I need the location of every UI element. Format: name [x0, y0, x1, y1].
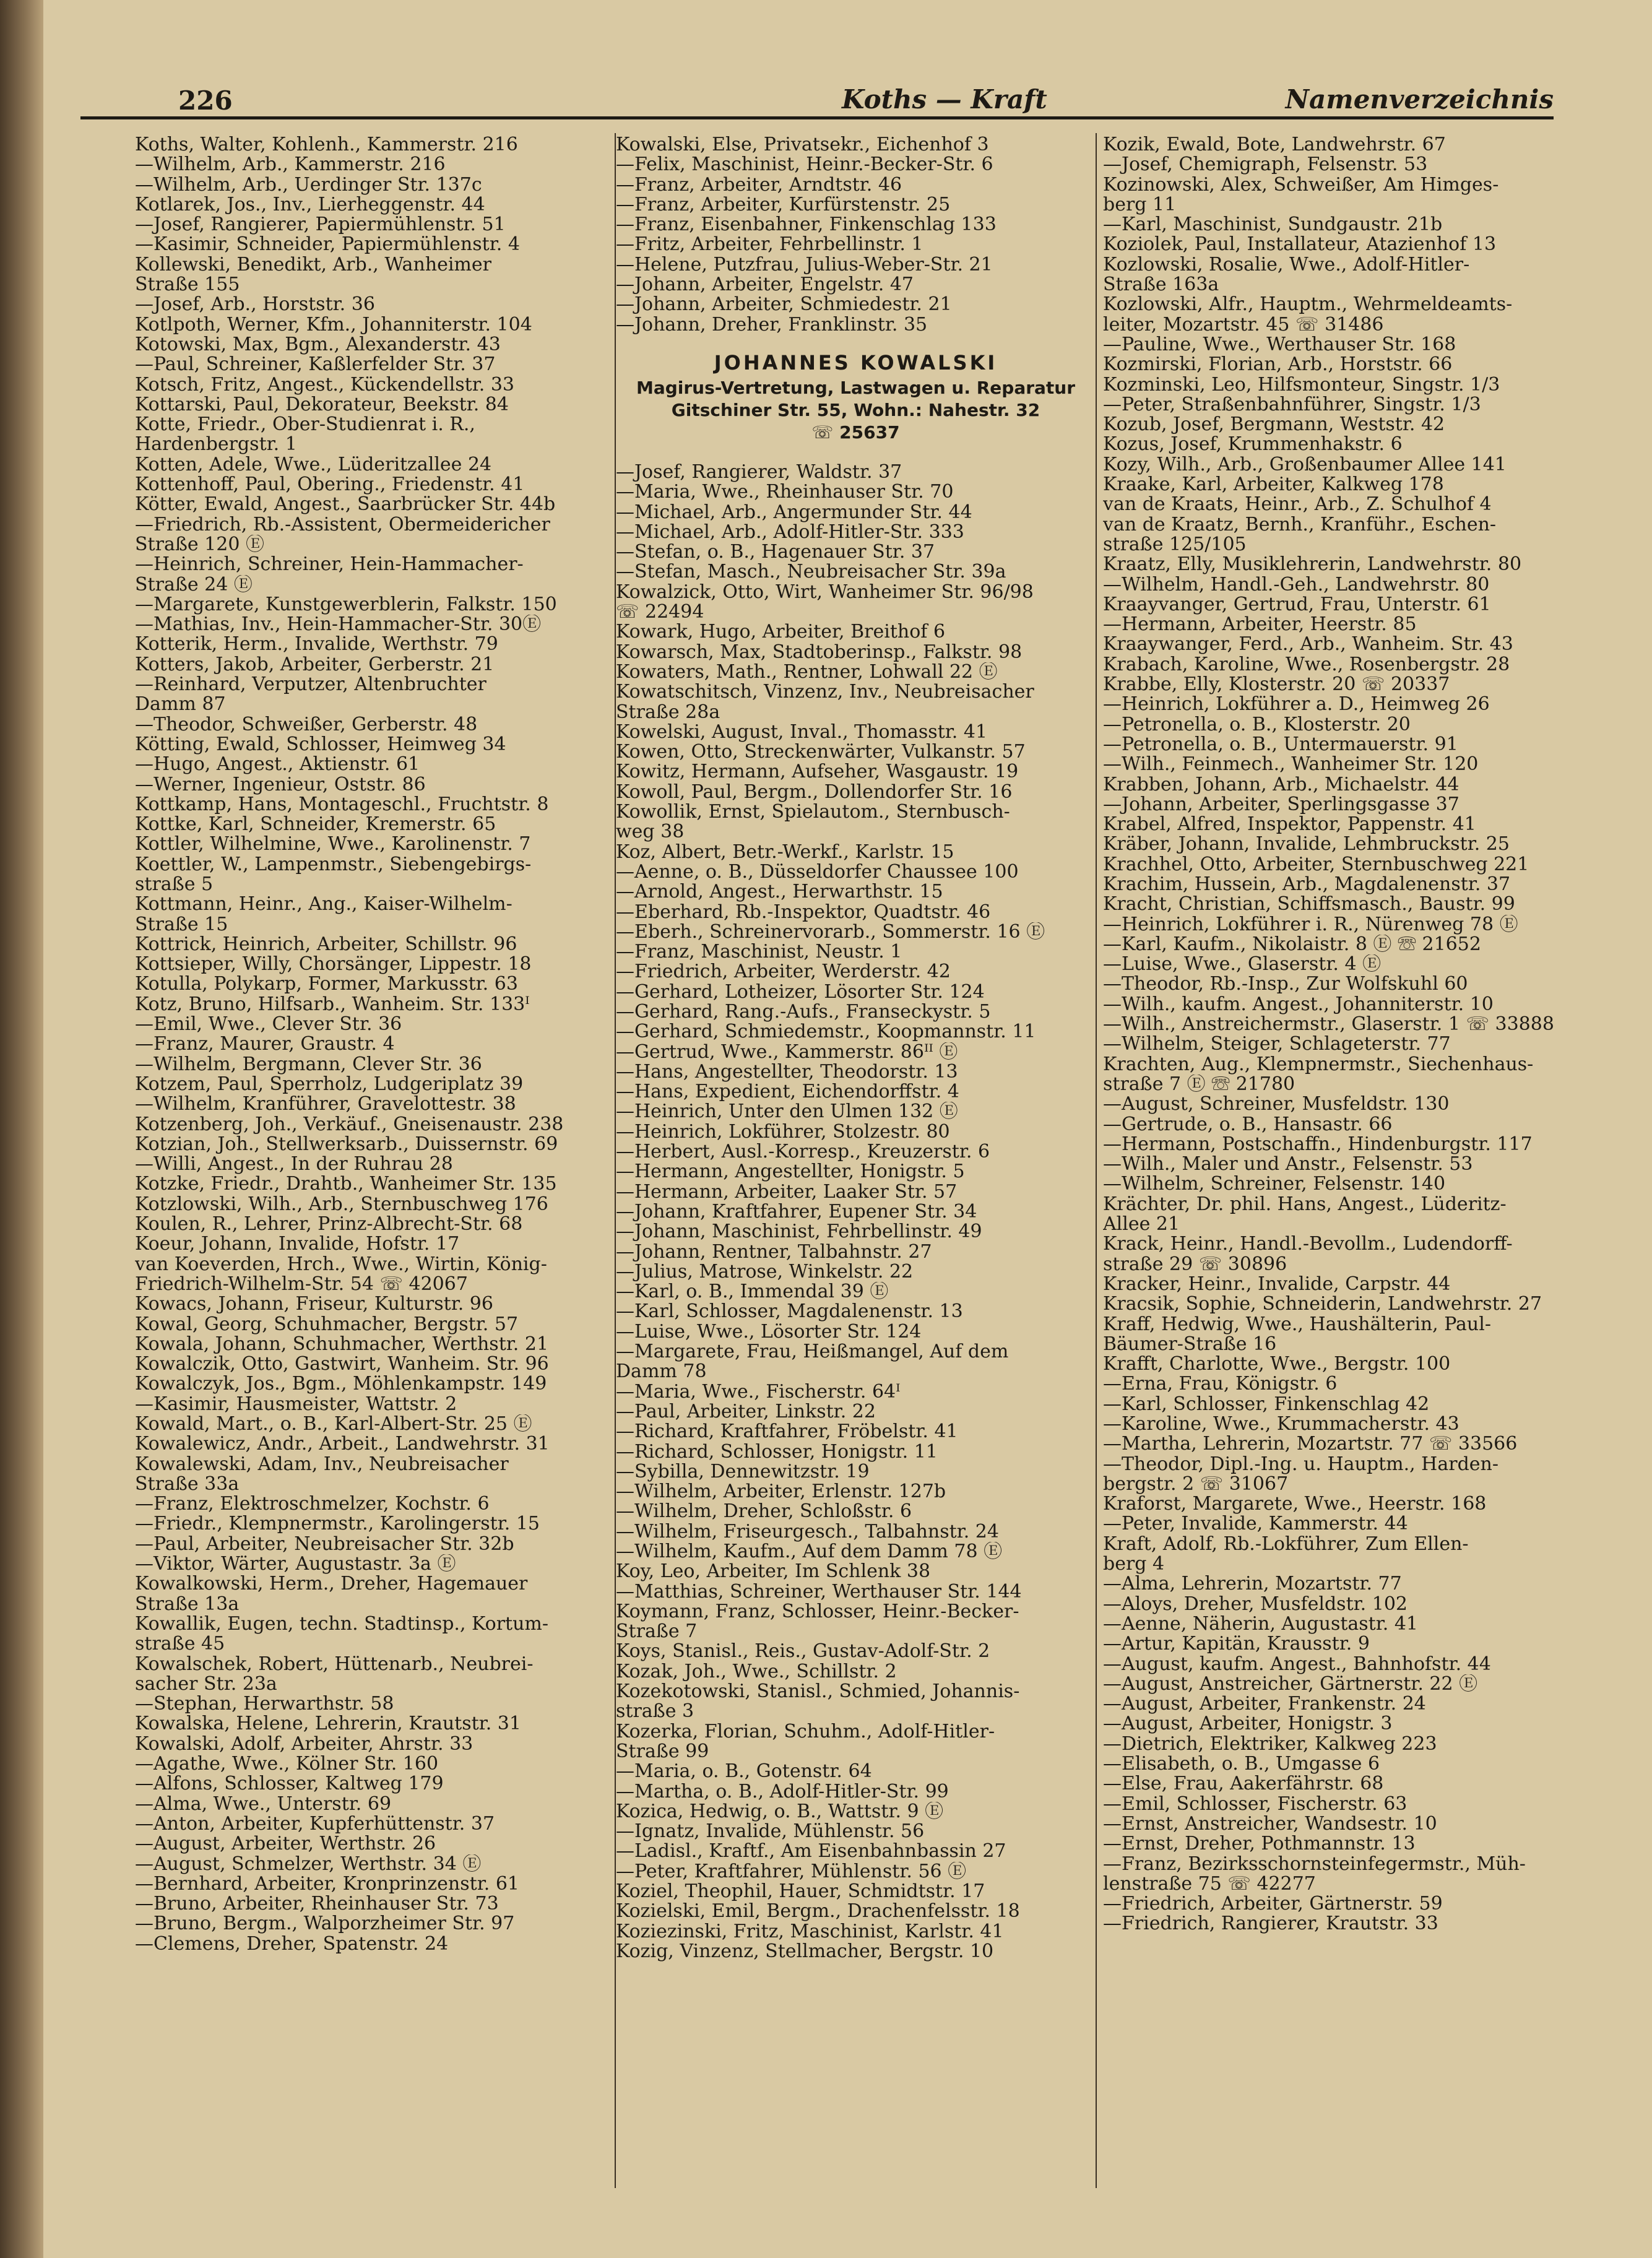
directory-entry-line: —Ernst, Anstreicher, Wandsestr. 10 — [1103, 1814, 1437, 1835]
directory-entry-line: Friedrich-Wilhelm-Str. 54 ☏ 42067 — [135, 1274, 468, 1295]
directory-entry-line: —Franz, Maurer, Graustr. 4 — [135, 1034, 395, 1055]
directory-entry-line: Kotte, Friedr., Ober-Studienrat i. R., — [135, 415, 475, 435]
directory-entry-line: —Johann, Dreher, Franklinstr. 35 — [616, 314, 928, 335]
directory-entry-line: —Gertrud, Wwe., Kammerstr. 86ᴵᴵ Ⓔ — [616, 1042, 958, 1062]
name-range: Koths — Kraft — [842, 84, 1047, 115]
directory-entry-line: —Hans, Expedient, Eichendorffstr. 4 — [616, 1082, 959, 1102]
directory-entry-line: —Karl, Kaufm., Nikolaistr. 8 Ⓔ ☏ 21652 — [1103, 934, 1481, 955]
directory-entry-line: —Agathe, Wwe., Kölner Str. 160 — [135, 1754, 439, 1775]
directory-entry-line: —Peter, Kraftfahrer, Mühlenstr. 56 Ⓔ — [616, 1861, 967, 1882]
directory-entry-line: ☏ 22494 — [616, 602, 704, 623]
column-2-bottom — [616, 462, 1096, 1962]
directory-entry-line: Krabach, Karoline, Wwe., Rosenbergstr. 28 — [1103, 654, 1510, 675]
directory-entry-line: —Peter, Straßenbahnführer, Singstr. 1/3 — [1103, 394, 1481, 415]
directory-entry-line: —Wilhelm, Schreiner, Felsenstr. 140 — [1103, 1174, 1446, 1195]
column-1 — [135, 135, 618, 1954]
directory-entry-line: straße 5 — [135, 874, 214, 895]
directory-entry-line: Straße 99 — [616, 1741, 709, 1762]
directory-entry-line: Koziel, Theophil, Hauer, Schmidtstr. 17 — [616, 1882, 985, 1902]
directory-entry-line: —Stefan, o. B., Hagenauer Str. 37 — [616, 542, 935, 563]
directory-entry-line: straße 3 — [616, 1702, 694, 1722]
directory-entry-line: Koymann, Franz, Schlosser, Heinr.-Becker- — [616, 1601, 1019, 1622]
directory-entry-line: —Heinrich, Lokführer, Stolzestr. 80 — [616, 1122, 950, 1143]
directory-entry-line: —Richard, Kraftfahrer, Fröbelstr. 41 — [616, 1422, 958, 1442]
directory-entry-line: —Martha, Lehrerin, Mozartstr. 77 ☏ 33566 — [1103, 1434, 1518, 1455]
directory-entry-line: —Franz, Elektroschmelzer, Kochstr. 6 — [135, 1494, 490, 1515]
directory-entry-line: van Koeverden, Hrch., Wwe., Wirtin, König- — [135, 1254, 547, 1274]
directory-entry-line: —Werner, Ingenieur, Oststr. 86 — [135, 774, 426, 795]
directory-entry-line: —Paul, Schreiner, Kaßlerfelder Str. 37 — [135, 355, 496, 375]
directory-entry-line: Koths, Walter, Kohlenh., Kammerstr. 216 — [135, 135, 518, 155]
directory-entry-line: Kottke, Karl, Schneider, Kremerstr. 65 — [135, 815, 496, 835]
directory-entry-line: Kollewski, Benedikt, Arb., Wanheimer — [135, 254, 491, 275]
directory-entry-line: Kraayvanger, Gertrud, Frau, Unterstr. 61 — [1103, 594, 1491, 615]
directory-entry-line: —Pauline, Wwe., Werthauser Str. 168 — [1103, 334, 1456, 355]
directory-entry-line: —Wilhelm, Steiger, Schlageterstr. 77 — [1103, 1034, 1451, 1055]
directory-entry-line: —Margarete, Frau, Heißmangel, Auf dem — [616, 1342, 1009, 1362]
directory-entry-line: —Franz, Eisenbahner, Finkenschlag 133 — [616, 215, 997, 235]
directory-entry-line: Kraatz, Elly, Musiklehrerin, Landwehrstr. 80 — [1103, 555, 1522, 575]
directory-entry-line: —Gerhard, Schmiedemstr., Koopmannstr. 11 — [616, 1022, 1036, 1042]
directory-entry-line: Kowalewski, Adam, Inv., Neubreisacher — [135, 1454, 509, 1474]
directory-entry-line: —Franz, Arbeiter, Arndtstr. 46 — [616, 175, 902, 195]
directory-entry-line: Kotulla, Polykarp, Former, Markusstr. 63 — [135, 974, 518, 995]
directory-entry-line: —Josef, Chemigraph, Felsenstr. 53 — [1103, 155, 1428, 175]
directory-entry-line: Kowollik, Ernst, Spielautom., Sternbusch- — [616, 802, 1010, 823]
directory-entry-line: —Wilh., Maler und Anstr., Felsenstr. 53 — [1103, 1154, 1473, 1175]
directory-entry-line: —Peter, Invalide, Kammerstr. 44 — [1103, 1514, 1408, 1534]
directory-entry-line: —Karl, o. B., Immendal 39 Ⓔ — [616, 1282, 889, 1302]
directory-entry-line: Kowalzick, Otto, Wirt, Wanheimer Str. 96/98 — [616, 582, 1034, 603]
directory-entry-line: Kottler, Wilhelmine, Wwe., Karolinenstr. 7 — [135, 834, 531, 855]
directory-entry-line: —Michael, Arb., Adolf-Hitler-Str. 333 — [616, 522, 964, 543]
directory-entry-line: Bäumer-Straße 16 — [1103, 1334, 1277, 1355]
directory-entry-line: —Ernst, Dreher, Pothmannstr. 13 — [1103, 1834, 1416, 1854]
directory-entry-line: —Friedrich, Rb.-Assistent, Obermeidericher — [135, 514, 550, 535]
directory-entry-line: —Wilhelm, Friseurgesch., Talbahnstr. 24 — [616, 1521, 999, 1542]
advertisement — [616, 348, 1096, 444]
book-binding — [0, 0, 43, 2258]
directory-entry-line: Kowacs, Johann, Friseur, Kulturstr. 96 — [135, 1294, 493, 1315]
directory-entry-line: —Heinrich, Unter den Ulmen 132 Ⓔ — [616, 1102, 958, 1122]
directory-entry-line: —Hermann, Angestellter, Honigstr. 5 — [616, 1162, 965, 1182]
directory-entry-line: Kowalski, Adolf, Arbeiter, Ahrstr. 33 — [135, 1734, 474, 1755]
directory-entry-line: —Helene, Putzfrau, Julius-Weber-Str. 21 — [616, 254, 993, 275]
directory-entry-line: Kottarski, Paul, Dekorateur, Beekstr. 84 — [135, 394, 509, 415]
directory-entry-line: straße 7 Ⓔ ☏ 21780 — [1103, 1074, 1295, 1095]
directory-entry-line: —Erna, Frau, Königstr. 6 — [1103, 1374, 1338, 1395]
directory-entry-line: —Emil, Schlosser, Fischerstr. 63 — [1103, 1794, 1408, 1814]
advert-line: Magirus-Vertretung, Lastwagen u. Reparatur — [636, 377, 1076, 398]
directory-entry-line: Kozig, Vinzenz, Stellmacher, Bergstr. 10 — [616, 1941, 994, 1962]
directory-entry-line: —Eberhard, Rb.-Inspektor, Quadtstr. 46 — [616, 902, 991, 922]
directory-entry-line: —Bernhard, Arbeiter, Kronprinzenstr. 61 — [135, 1874, 519, 1895]
directory-entry-line: —Johann, Kraftfahrer, Eupener Str. 34 — [616, 1201, 977, 1222]
directory-entry-line: —August, Arbeiter, Werthstr. 26 — [135, 1834, 436, 1854]
directory-entry-line: Kowen, Otto, Streckenwärter, Vulkanstr. 57 — [616, 742, 1026, 763]
directory-entry-line: —Karoline, Wwe., Krummacherstr. 43 — [1103, 1414, 1460, 1435]
directory-entry-line: berg 4 — [1103, 1554, 1165, 1575]
directory-entry-line: —Wilhelm, Arb., Kammerstr. 216 — [135, 155, 446, 175]
directory-entry-line: Kötting, Ewald, Schlosser, Heimweg 34 — [135, 734, 506, 755]
directory-entry-line: —Wilh., Anstreichermstr., Glaserstr. 1 ☏ 33888 — [1103, 1014, 1554, 1035]
directory-entry-line: Kötter, Ewald, Angest., Saarbrücker Str. 44b — [135, 495, 556, 515]
directory-entry-line: Kowaters, Math., Rentner, Lohwall 22 Ⓔ — [616, 662, 998, 683]
directory-entry-line: —Petronella, o. B., Klosterstr. 20 — [1103, 714, 1411, 735]
directory-entry-line: —Wilhelm, Arb., Uerdinger Str. 137c — [135, 175, 482, 195]
directory-entry-line: Kozlowski, Alfr., Hauptm., Wehrmeldeamts- — [1103, 295, 1513, 315]
directory-entry-line: —Hugo, Angest., Aktienstr. 61 — [135, 755, 420, 775]
directory-entry-line: Kowala, Johann, Schuhmacher, Werthstr. 21 — [135, 1334, 549, 1355]
directory-entry-line: Straße 28a — [616, 702, 720, 722]
directory-entry-line: Kotzian, Joh., Stellwerksarb., Duissernstr. 69 — [135, 1134, 558, 1155]
directory-entry-line: Kowal, Georg, Schuhmacher, Bergstr. 57 — [135, 1314, 519, 1334]
directory-entry-line: Kotzlowski, Wilh., Arb., Sternbuschweg 176 — [135, 1194, 548, 1215]
directory-entry-line: Koziolek, Paul, Installateur, Atazienhof 13 — [1103, 235, 1497, 255]
directory-entry-line: Kozak, Joh., Wwe., Schillstr. 2 — [616, 1661, 897, 1682]
directory-entry-line: Kraff, Hedwig, Wwe., Haushälterin, Paul- — [1103, 1314, 1491, 1334]
directory-entry-line: —August, kaufm. Angest., Bahnhofstr. 44 — [1103, 1654, 1491, 1674]
directory-entry-line: Krabbe, Elly, Klosterstr. 20 ☏ 20337 — [1103, 675, 1450, 695]
directory-entry-line: —Theodor, Dipl.-Ing. u. Hauptm., Harden- — [1103, 1454, 1498, 1474]
directory-entry-line: Kowallik, Eugen, techn. Stadtinsp., Kortum- — [135, 1614, 549, 1635]
directory-entry-line: Krabel, Alfred, Inspektor, Pappenstr. 41 — [1103, 815, 1476, 835]
directory-entry-line: —Friedrich, Arbeiter, Gärtnerstr. 59 — [1103, 1894, 1443, 1914]
directory-entry-line: Krafft, Charlotte, Wwe., Bergstr. 100 — [1103, 1354, 1451, 1375]
directory-entry-line: —Paul, Arbeiter, Linkstr. 22 — [616, 1401, 876, 1422]
directory-entry-line: —Josef, Rangierer, Papiermühlenstr. 51 — [135, 215, 506, 235]
directory-entry-line: —Bruno, Arbeiter, Rheinhauser Str. 73 — [135, 1894, 499, 1914]
directory-entry-line: —August, Schmelzer, Werthstr. 34 Ⓔ — [135, 1854, 482, 1874]
directory-entry-line: —Luise, Wwe., Glaserstr. 4 Ⓔ — [1103, 954, 1382, 975]
directory-entry-line: —Heinrich, Schreiner, Hein-Hammacher- — [135, 555, 524, 575]
directory-entry-line: —Ignatz, Invalide, Mühlenstr. 56 — [616, 1822, 925, 1842]
directory-entry-line: —Clemens, Dreher, Spatenstr. 24 — [135, 1934, 449, 1955]
directory-entry-line: van de Kraatz, Bernh., Kranführ., Eschen- — [1103, 514, 1497, 535]
directory-entry-line: —Felix, Maschinist, Heinr.-Becker-Str. 6 — [616, 155, 993, 175]
directory-entry-line: Koulen, R., Lehrer, Prinz-Albrecht-Str. 68 — [135, 1214, 523, 1235]
directory-entry-line: Kotten, Adele, Wwe., Lüderitzallee 24 — [135, 454, 492, 475]
directory-entry-line: —Johann, Arbeiter, Engelstr. 47 — [616, 275, 914, 295]
directory-entry-line: Kowalczik, Otto, Gastwirt, Wanheim. Str. 96 — [135, 1354, 549, 1375]
directory-entry-line: Kozy, Wilh., Arb., Großenbaumer Allee 141 — [1103, 454, 1507, 475]
directory-entry-line: —Wilhelm, Arbeiter, Erlenstr. 127b — [616, 1482, 946, 1502]
directory-entry-line: —Sybilla, Dennewitzstr. 19 — [616, 1461, 870, 1482]
directory-entry-line: Kowalschek, Robert, Hüttenarb., Neubrei- — [135, 1654, 534, 1674]
directory-entry-line: Kowald, Mart., o. B., Karl-Albert-Str. 25 Ⓔ — [135, 1414, 532, 1435]
directory-entry-line: Krabben, Johann, Arb., Michaelstr. 44 — [1103, 774, 1460, 795]
directory-entry-line: Kotterik, Herm., Invalide, Werthstr. 79 — [135, 634, 498, 655]
directory-entry-line: lenstraße 75 ☏ 42277 — [1103, 1874, 1316, 1895]
directory-entry-line: —Hermann, Arbeiter, Laaker Str. 57 — [616, 1182, 958, 1202]
directory-entry-line: bergstr. 2 ☏ 31067 — [1103, 1474, 1289, 1495]
directory-entry-line: —Wilhelm, Dreher, Schloßstr. 6 — [616, 1502, 912, 1522]
directory-entry-line: —Hans, Angestellter, Theodorstr. 13 — [616, 1062, 958, 1083]
directory-entry-line: —Franz, Arbeiter, Kurfürstenstr. 25 — [616, 194, 951, 215]
directory-entry-line: Kottenhoff, Paul, Obering., Friedenstr. 41 — [135, 475, 525, 495]
directory-entry-line: —Josef, Rangierer, Waldstr. 37 — [616, 462, 902, 483]
directory-entry-line: straße 29 ☏ 30896 — [1103, 1254, 1287, 1274]
directory-entry-line: Kraforst, Margarete, Wwe., Heerstr. 168 — [1103, 1494, 1487, 1515]
directory-entry-line: Kottkamp, Hans, Montageschl., Fruchtstr. 8 — [135, 794, 549, 815]
advert-line: Gitschiner Str. 55, Wohn.: Nahestr. 32 — [671, 399, 1040, 420]
directory-entry-line: Koeur, Johann, Invalide, Hofstr. 17 — [135, 1234, 460, 1255]
directory-entry-line: Koys, Stanisl., Reis., Gustav-Adolf-Str. 2 — [616, 1642, 990, 1662]
directory-entry-line: —Emil, Wwe., Clever Str. 36 — [135, 1014, 402, 1035]
directory-entry-line: —Friedrich, Rangierer, Krautstr. 33 — [1103, 1914, 1438, 1934]
directory-entry-line: —Margarete, Kunstgewerblerin, Falkstr. 150 — [135, 594, 557, 615]
directory-entry-line: Kottmann, Heinr., Ang., Kaiser-Wilhelm- — [135, 894, 512, 915]
directory-entry-line: Kozminski, Leo, Hilfsmonteur, Singstr. 1/3 — [1103, 374, 1500, 395]
directory-entry-line: Damm 78 — [616, 1362, 707, 1382]
directory-entry-line: Kotsch, Fritz, Angest., Kückendellstr. 33 — [135, 374, 515, 395]
directory-entry-line: —Stephan, Herwarthstr. 58 — [135, 1694, 394, 1715]
directory-entry-line: —Josef, Arb., Horststr. 36 — [135, 295, 375, 315]
directory-entry-line: Kozinowski, Alex, Schweißer, Am Himges- — [1103, 175, 1499, 195]
directory-entry-line: —Johann, Arbeiter, Sperlingsgasse 37 — [1103, 794, 1460, 815]
directory-entry-line: berg 11 — [1103, 194, 1177, 215]
directory-entry-line: Straße 163a — [1103, 275, 1219, 295]
directory-entry-line: —Anton, Arbeiter, Kupferhüttenstr. 37 — [135, 1814, 495, 1835]
directory-entry-line: —Julius, Matrose, Winkelstr. 22 — [616, 1261, 914, 1283]
directory-entry-line: —Friedr., Klempnermstr., Karolingerstr. 15 — [135, 1514, 540, 1534]
directory-entry-line: Kowark, Hugo, Arbeiter, Breithof 6 — [616, 622, 946, 642]
directory-entry-line: —Aloys, Dreher, Musfeldstr. 102 — [1103, 1594, 1408, 1614]
directory-entry-line: —Johann, Maschinist, Fehrbellinstr. 49 — [616, 1222, 982, 1242]
directory-entry-line: Krachhel, Otto, Arbeiter, Sternbuschweg 221 — [1103, 854, 1529, 875]
directory-entry-line: Damm 87 — [135, 694, 226, 715]
directory-entry-line: —Karl, Maschinist, Sundgaustr. 21b — [1103, 215, 1443, 235]
directory-entry-line: —Heinrich, Lokführer i. R., Nürenweg 78 Ⓔ — [1103, 914, 1518, 935]
directory-entry-line: straße 125/105 — [1103, 534, 1247, 555]
advert-name: JOHANNES KOWALSKI — [714, 350, 998, 374]
directory-entry-line: Kozica, Hedwig, o. B., Wattstr. 9 Ⓔ — [616, 1801, 944, 1822]
directory-entry-line: —August, Arbeiter, Honigstr. 3 — [1103, 1714, 1393, 1734]
directory-entry-line: Kowalski, Else, Privatsekr., Eichenhof 3 — [616, 135, 989, 155]
directory-entry-line: Kottrick, Heinrich, Arbeiter, Schillstr. 96 — [135, 934, 517, 955]
directory-entry-line: —Gertrude, o. B., Hansastr. 66 — [1103, 1114, 1393, 1135]
directory-entry-line: —Hermann, Postschaffn., Hindenburgstr. 117 — [1103, 1134, 1533, 1155]
directory-entry-line: Kracht, Christian, Schiffsmasch., Baustr. 99 — [1103, 894, 1515, 915]
directory-entry-line: —Alma, Wwe., Unterstr. 69 — [135, 1794, 392, 1814]
directory-entry-line: Straße 24 Ⓔ — [135, 574, 253, 595]
directory-entry-line: Krachten, Aug., Klempnermstr., Siechenhaus- — [1103, 1054, 1534, 1075]
directory-entry-line: —Maria, o. B., Gotenstr. 64 — [616, 1762, 872, 1782]
directory-entry-line: Kowitz, Hermann, Aufseher, Wasgaustr. 19 — [616, 762, 1019, 782]
directory-entry-line: Kozik, Ewald, Bote, Landwehrstr. 67 — [1103, 135, 1446, 155]
directory-entry-line: Kozus, Josef, Krummenhakstr. 6 — [1103, 435, 1403, 455]
directory-entry-line: Hardenbergstr. 1 — [135, 435, 297, 455]
directory-entry-line: Straße 155 — [135, 275, 240, 295]
directory-entry-line: Kowelski, August, Inval., Thomasstr. 41 — [616, 722, 988, 743]
directory-entry-line: —Johann, Rentner, Talbahnstr. 27 — [616, 1242, 932, 1262]
directory-entry-line: —Alfons, Schlosser, Kaltweg 179 — [135, 1774, 444, 1794]
directory-entry-line: —Wilhelm, Kaufm., Auf dem Damm 78 Ⓔ — [616, 1542, 1003, 1562]
directory-entry-line: Kowalska, Helene, Lehrerin, Krautstr. 31 — [135, 1714, 521, 1734]
section-title: Namenverzeichnis — [1285, 84, 1554, 115]
directory-entry-line: —Wilhelm, Handl.-Geh., Landwehrstr. 80 — [1103, 574, 1490, 595]
directory-entry-line: Kozub, Josef, Bergmann, Weststr. 42 — [1103, 415, 1445, 435]
directory-entry-line: —Franz, Maschinist, Neustr. 1 — [616, 942, 902, 962]
directory-entry-line: Kowatschitsch, Vinzenz, Inv., Neubreisacher — [616, 682, 1034, 703]
directory-entry-line: —Karl, Schlosser, Magdalenenstr. 13 — [616, 1302, 963, 1322]
directory-entry-line: —Reinhard, Verputzer, Altenbruchter — [135, 675, 487, 695]
column-2 — [616, 135, 1096, 1962]
directory-entry-line: —Alma, Lehrerin, Mozartstr. 77 — [1103, 1574, 1402, 1594]
directory-entry-line: —Wilh., kaufm. Angest., Johanniterstr. 10 — [1103, 994, 1494, 1015]
directory-entry-line: —Else, Frau, Aakerfährstr. 68 — [1103, 1774, 1384, 1794]
directory-entry-line: Kotters, Jakob, Arbeiter, Gerberstr. 21 — [135, 654, 495, 675]
directory-entry-line: —Maria, Wwe., Fischerstr. 64ᴵ — [616, 1382, 901, 1402]
directory-entry-line: leiter, Mozartstr. 45 ☏ 31486 — [1103, 314, 1384, 335]
directory-entry-line: —Fritz, Arbeiter, Fehrbellinstr. 1 — [616, 235, 923, 255]
directory-entry-line: Kowalewicz, Andr., Arbeit., Landwehrstr. 31 — [135, 1434, 550, 1455]
directory-entry-line: Straße 13a — [135, 1594, 240, 1614]
directory-entry-line: —Bruno, Bergm., Walporzheimer Str. 97 — [135, 1914, 515, 1934]
directory-entry-line: —Aenne, o. B., Düsseldorfer Chaussee 100 — [616, 862, 1019, 883]
directory-entry-line: —Matthias, Schreiner, Werthauser Str. 144 — [616, 1581, 1022, 1602]
page-header — [80, 79, 1554, 119]
directory-entry-line: Kozerka, Florian, Schuhm., Adolf-Hitler- — [616, 1721, 995, 1742]
column-2-top — [616, 135, 1096, 335]
directory-entry-line: Allee 21 — [1103, 1214, 1180, 1235]
directory-entry-line: —Artur, Kapitän, Krausstr. 9 — [1103, 1634, 1370, 1655]
directory-entry-line: —Paul, Arbeiter, Neubreisacher Str. 32b — [135, 1534, 514, 1555]
directory-entry-line: —Herbert, Ausl.-Korresp., Kreuzerstr. 6 — [616, 1142, 990, 1162]
directory-entry-line: Krack, Heinr., Handl.-Bevollm., Ludendorff- — [1103, 1234, 1513, 1255]
directory-entry-line: Kottsieper, Willy, Chorsänger, Lippestr. 18 — [135, 954, 532, 975]
directory-entry-line: —Hermann, Arbeiter, Heerstr. 85 — [1103, 615, 1417, 635]
directory-entry-line: —Willi, Angest., In der Ruhrau 28 — [135, 1154, 453, 1175]
directory-entry-line: Kowalczyk, Jos., Bgm., Möhlenkampstr. 149 — [135, 1374, 547, 1395]
directory-entry-line: Kozekotowski, Stanisl., Schmied, Johannis- — [616, 1682, 1020, 1702]
directory-entry-line: —Michael, Arb., Angermunder Str. 44 — [616, 502, 972, 522]
directory-entry-line: —Karl, Schlosser, Finkenschlag 42 — [1103, 1394, 1430, 1414]
directory-entry-line: —Dietrich, Elektriker, Kalkweg 223 — [1103, 1734, 1437, 1755]
directory-entry-line: Kotlpoth, Werner, Kfm., Johanniterstr. 104 — [135, 314, 532, 335]
directory-entry-line: Krächter, Dr. phil. Hans, Angest., Lüderitz- — [1103, 1194, 1507, 1215]
directory-entry-line: —Stefan, Masch., Neubreisacher Str. 39a — [616, 562, 1006, 582]
directory-entry-line: Kracker, Heinr., Invalide, Carpstr. 44 — [1103, 1274, 1451, 1295]
directory-entry-line: Koziezinski, Fritz, Maschinist, Karlstr. 41 — [616, 1921, 1004, 1942]
directory-entry-line: Kozmirski, Florian, Arb., Horststr. 66 — [1103, 355, 1453, 375]
page-number: 226 — [178, 85, 233, 116]
directory-entry-line: —Richard, Schlosser, Honigstr. 11 — [616, 1442, 938, 1462]
directory-entry-line: Kraft, Adolf, Rb.-Lokführer, Zum Ellen- — [1103, 1534, 1469, 1555]
directory-entry-line: —Gerhard, Rang.-Aufs., Franseckystr. 5 — [616, 1001, 991, 1023]
directory-entry-line: —Maria, Wwe., Rheinhauser Str. 70 — [616, 482, 954, 503]
directory-entry-line: Koz, Albert, Betr.-Werkf., Karlstr. 15 — [616, 842, 954, 862]
directory-entry-line: —Kasimir, Schneider, Papiermühlenstr. 4 — [135, 235, 520, 255]
directory-entry-line: —Luise, Wwe., Lösorter Str. 124 — [616, 1321, 922, 1343]
directory-entry-line: Kotz, Bruno, Hilfsarb., Wanheim. Str. 133ᴵ — [135, 994, 530, 1015]
directory-entry-line: —Gerhard, Lotheizer, Lösorter Str. 124 — [616, 982, 985, 1002]
directory-entry-line: Kräber, Johann, Invalide, Lehmbruckstr. 25 — [1103, 834, 1510, 855]
directory-entry-line: Kotzem, Paul, Sperrholz, Ludgeriplatz 39 — [135, 1074, 524, 1095]
column-3 — [1103, 135, 1580, 1934]
directory-entry-line: —Arnold, Angest., Herwarthstr. 15 — [616, 882, 943, 902]
directory-entry-line: Kowalkowski, Herm., Dreher, Hagemauer — [135, 1574, 528, 1594]
directory-entry-line: —Wilh., Feinmech., Wanheimer Str. 120 — [1103, 755, 1479, 775]
directory-entry-line: Kozlowski, Rosalie, Wwe., Adolf-Hitler- — [1103, 254, 1470, 275]
directory-entry-line: Kowoll, Paul, Bergm., Dollendorfer Str. 16 — [616, 782, 1013, 803]
directory-entry-line: —Kasimir, Hausmeister, Wattstr. 2 — [135, 1394, 457, 1414]
directory-entry-line: Kotzke, Friedr., Drahtb., Wanheimer Str. 135 — [135, 1174, 557, 1195]
directory-entry-line: —August, Anstreicher, Gärtnerstr. 22 Ⓔ — [1103, 1674, 1478, 1695]
directory-entry-line: Kozielski, Emil, Bergm., Drachenfelsstr. 18 — [616, 1901, 1020, 1922]
directory-entry-line: —Wilhelm, Bergmann, Clever Str. 36 — [135, 1054, 482, 1075]
directory-entry-line: straße 45 — [135, 1634, 225, 1655]
directory-entry-line: Koettler, W., Lampenmstr., Siebengebirgs- — [135, 854, 532, 875]
directory-entry-line: Kracsik, Sophie, Schneiderin, Landwehrstr. 27 — [1103, 1294, 1542, 1315]
directory-entry-line: Krachim, Hussein, Arb., Magdalenenstr. 37 — [1103, 874, 1511, 895]
directory-entry-line: Kraake, Karl, Arbeiter, Kalkweg 178 — [1103, 475, 1444, 495]
column-divider — [1096, 133, 1097, 2188]
directory-entry-line: weg 38 — [616, 822, 685, 842]
directory-entry-line: Kotowski, Max, Bgm., Alexanderstr. 43 — [135, 334, 501, 355]
directory-entry-line: —Theodor, Schweißer, Gerberstr. 48 — [135, 714, 478, 735]
directory-entry-line: —Johann, Arbeiter, Schmiedestr. 21 — [616, 295, 952, 315]
directory-entry-line: —Wilhelm, Kranführer, Gravelottestr. 38 — [135, 1094, 516, 1115]
directory-entry-line: —Heinrich, Lokführer a. D., Heimweg 26 — [1103, 694, 1490, 715]
directory-entry-line: —Eberh., Schreinervorarb., Sommerstr. 16 Ⓔ — [616, 922, 1045, 943]
directory-entry-line: —August, Arbeiter, Frankenstr. 24 — [1103, 1694, 1426, 1715]
directory-entry-line: —Ladisl., Kraftf., Am Eisenbahnbassin 27 — [616, 1841, 1006, 1862]
directory-entry-line: Straße 120 Ⓔ — [135, 534, 264, 555]
directory-entry-line: —Martha, o. B., Adolf-Hitler-Str. 99 — [616, 1781, 949, 1802]
directory-entry-line: Kotzenberg, Joh., Verkäuf., Gneisenaustr. 238 — [135, 1114, 564, 1135]
directory-entry-line: —Petronella, o. B., Untermauerstr. 91 — [1103, 734, 1458, 755]
directory-entry-line: —Mathias, Inv., Hein-Hammacher-Str. 30Ⓔ — [135, 615, 542, 635]
directory-entry-line: Straße 15 — [135, 914, 228, 935]
directory-entry-line: —Aenne, Näherin, Augustastr. 41 — [1103, 1614, 1419, 1635]
directory-entry-line: —Elisabeth, o. B., Umgasse 6 — [1103, 1754, 1380, 1775]
directory-entry-line: —Friedrich, Arbeiter, Werderstr. 42 — [616, 962, 951, 982]
directory-entry-line: Kowarsch, Max, Stadtoberinsp., Falkstr. 98 — [616, 642, 1023, 662]
directory-entry-line: —Viktor, Wärter, Augustastr. 3a Ⓔ — [135, 1554, 456, 1575]
directory-entry-line: Kotlarek, Jos., Inv., Lierheggenstr. 44 — [135, 194, 485, 215]
advert-phone: ☏ 25637 — [811, 422, 900, 443]
directory-entry-line: van de Kraats, Heinr., Arb., Z. Schulhof 4 — [1103, 495, 1492, 515]
directory-entry-line: —Theodor, Rb.-Insp., Zur Wolfskuhl 60 — [1103, 974, 1468, 995]
directory-entry-line: Straße 33a — [135, 1474, 240, 1495]
directory-entry-line: —August, Schreiner, Musfeldstr. 130 — [1103, 1094, 1450, 1115]
directory-entry-line: Straße 7 — [616, 1622, 698, 1642]
directory-entry-line: —Franz, Bezirksschornsteinfegermstr., Müh- — [1103, 1854, 1526, 1874]
directory-entry-line: Koy, Leo, Arbeiter, Im Schlenk 38 — [616, 1562, 931, 1582]
directory-entry-line: sacher Str. 23a — [135, 1674, 277, 1695]
directory-entry-line: Kraaywanger, Ferd., Arb., Wanheim. Str. 43 — [1103, 634, 1513, 655]
